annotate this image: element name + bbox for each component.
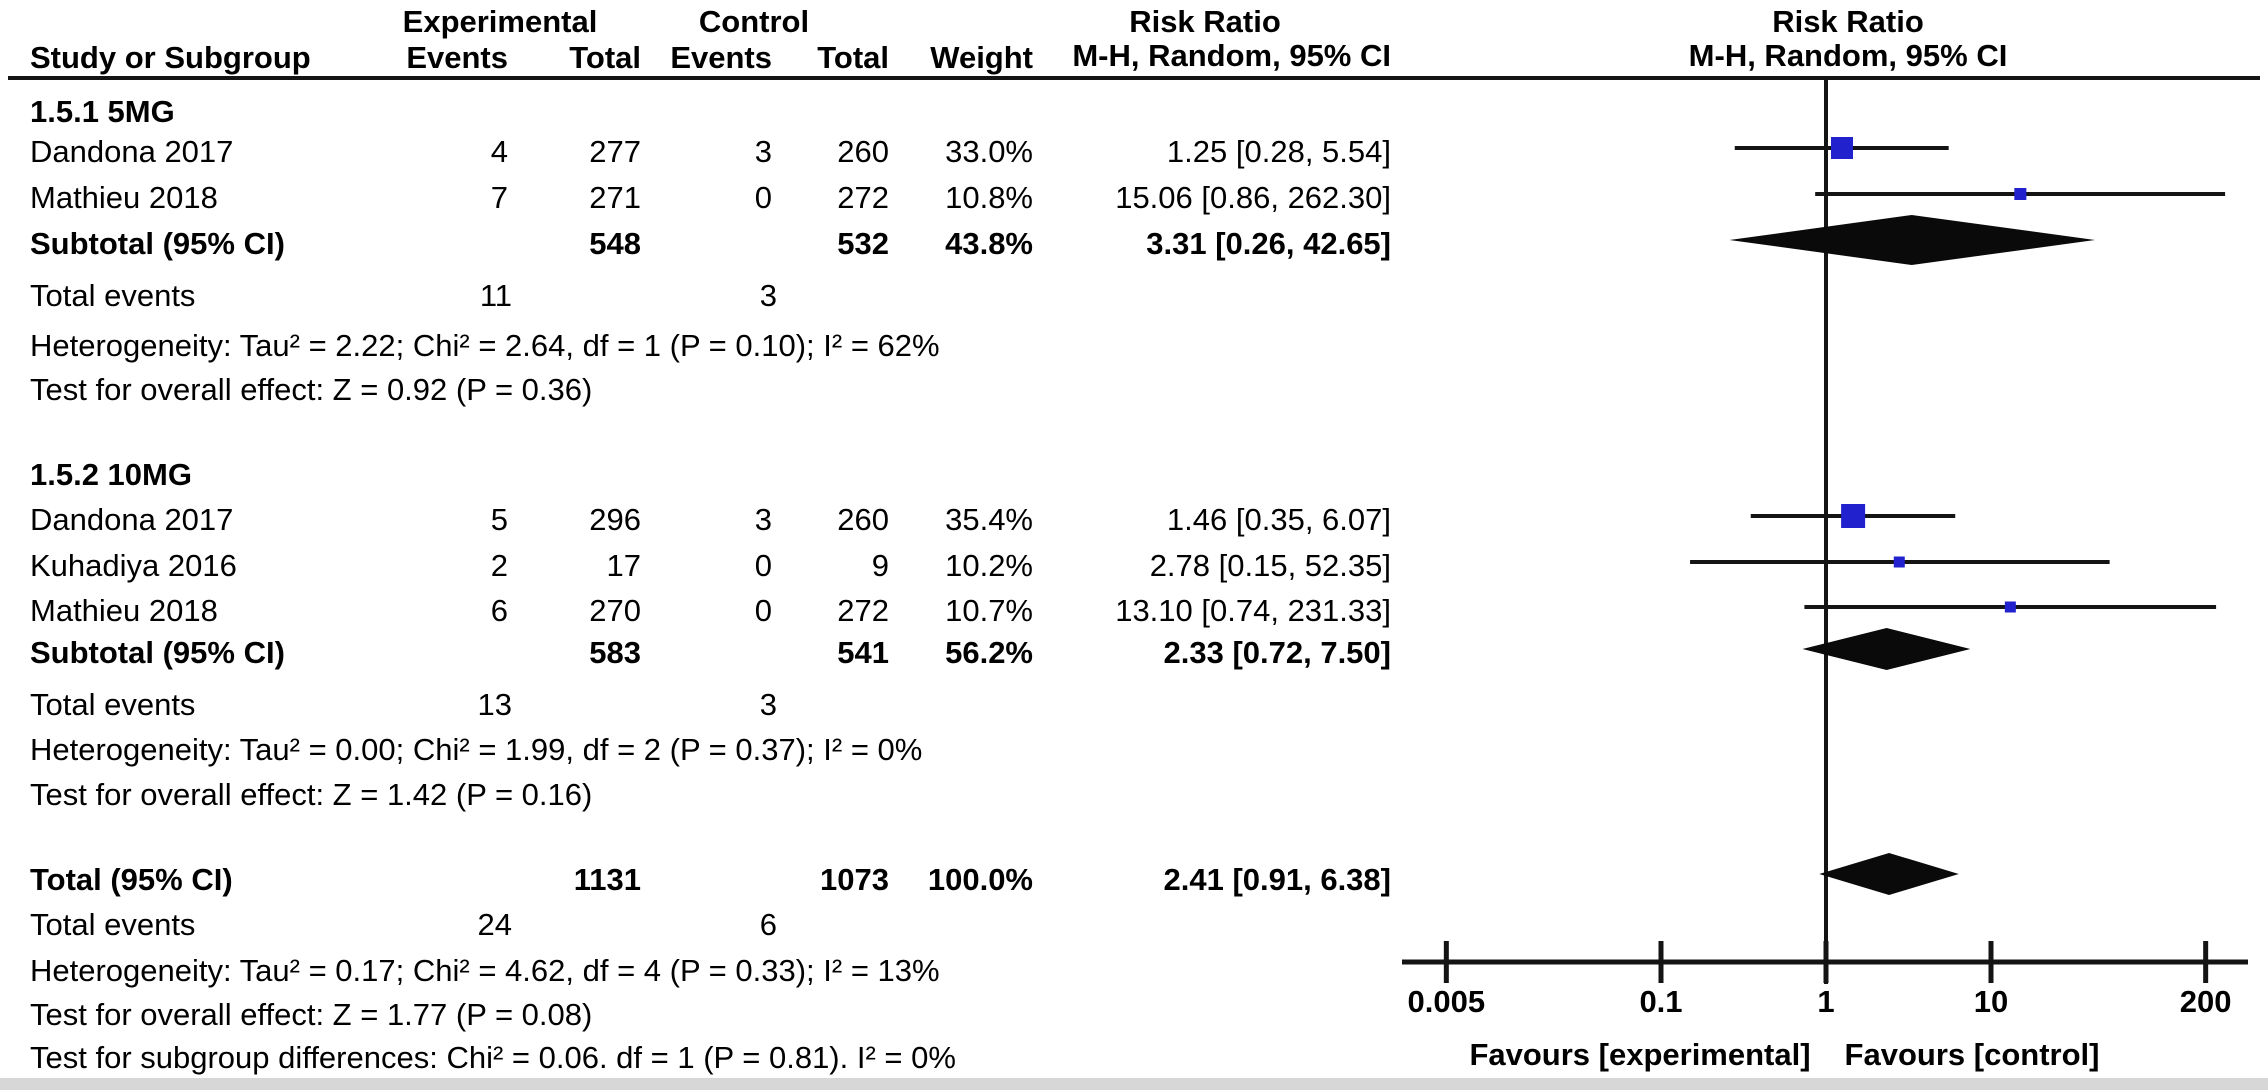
weight: 56.2%: [945, 635, 1033, 670]
ctrl-total: 532: [837, 226, 889, 261]
weight: 35.4%: [945, 502, 1033, 537]
header-control: Control: [698, 4, 810, 39]
heterogeneity-text: Heterogeneity: Tau² = 2.22; Chi² = 2.64, df = 1 (P = 0.10); I² = 62%: [30, 328, 940, 363]
subtotal-diamond: [1729, 215, 2094, 265]
ctrl-total: 1073: [820, 862, 889, 897]
weight: 33.0%: [945, 134, 1033, 169]
ctrl-events: 3: [754, 134, 772, 169]
exp-events: 7: [490, 180, 508, 215]
exp-total: 583: [589, 635, 641, 670]
total-events-ctrl: 6: [759, 907, 777, 942]
exp-total: 296: [589, 502, 641, 537]
bottom-crop-strip: [0, 1078, 2268, 1090]
header-exp-total: Total: [569, 40, 641, 75]
header-risk-ratio-right: Risk Ratio: [1772, 4, 1924, 39]
exp-total: 1131: [573, 862, 641, 897]
header-exp-events: Events: [406, 40, 508, 75]
ci-text: 2.41 [0.91, 6.38]: [1163, 862, 1391, 897]
overall-effect-text: Test for overall effect: Z = 0.92 (P = 0.36): [30, 372, 593, 407]
total-events-ctrl: 3: [759, 687, 777, 722]
total-events-label: Total events: [30, 907, 196, 942]
subgroup-differences-text: Test for subgroup differences: Chi² = 0.06. df = 1 (P = 0.81). I² = 0%: [30, 1040, 956, 1075]
ctrl-events: 3: [754, 502, 772, 537]
study-name: Mathieu 2018: [30, 180, 218, 215]
ctrl-total: 260: [837, 134, 889, 169]
total-events-exp: 13: [477, 687, 512, 722]
axis-tick-label: 0.1: [1639, 984, 1683, 1019]
header-ctrl-total: Total: [817, 40, 889, 75]
ctrl-events: 0: [754, 593, 772, 628]
ctrl-events: 0: [754, 180, 772, 215]
subtotal-label: Subtotal (95% CI): [30, 226, 285, 261]
total-events-ctrl: 3: [759, 278, 777, 313]
subgroup-title: 1.5.1 5MG: [30, 94, 175, 129]
effect-square: [1831, 137, 1853, 159]
heterogeneity-text: Heterogeneity: Tau² = 0.17; Chi² = 4.62, df = 4 (P = 0.33); I² = 13%: [30, 953, 940, 988]
axis-tick-label: 200: [2179, 984, 2232, 1019]
axis-tick-label: 1: [1817, 984, 1835, 1019]
axis-tick-label: 0.005: [1407, 984, 1486, 1019]
weight: 43.8%: [945, 226, 1033, 261]
weight: 10.2%: [945, 548, 1033, 583]
total-events-exp: 11: [479, 278, 512, 313]
header-risk-ratio-left: Risk Ratio: [1129, 4, 1281, 39]
header-ctrl-events: Events: [670, 40, 772, 75]
favours-right-label: Favours [control]: [1844, 1037, 2100, 1072]
effect-square: [2005, 602, 2016, 613]
overall-effect-text: Test for overall effect: Z = 1.77 (P = 0.08): [30, 997, 593, 1032]
ci-text: 2.78 [0.15, 52.35]: [1149, 548, 1391, 583]
subtotal-label: Total (95% CI): [30, 862, 233, 897]
weight: 10.7%: [945, 593, 1033, 628]
favours-left-label: Favours [experimental]: [1469, 1037, 1811, 1072]
header-weight: Weight: [930, 40, 1033, 75]
weight: 10.8%: [945, 180, 1033, 215]
header-experimental: Experimental: [402, 4, 598, 39]
heterogeneity-text: Heterogeneity: Tau² = 0.00; Chi² = 1.99, df = 2 (P = 0.37); I² = 0%: [30, 732, 923, 767]
weight: 100.0%: [927, 862, 1033, 897]
ctrl-total: 272: [837, 180, 889, 215]
ctrl-events: 0: [754, 548, 772, 583]
axis-tick-label: 10: [1973, 984, 2009, 1019]
effect-square: [1841, 504, 1865, 528]
ctrl-total: 9: [871, 548, 889, 583]
exp-events: 2: [490, 548, 508, 583]
ci-text: 2.33 [0.72, 7.50]: [1163, 635, 1391, 670]
ci-text: 3.31 [0.26, 42.65]: [1146, 226, 1391, 261]
header-mh-right: M-H, Random, 95% CI: [1689, 38, 2008, 79]
total-events-label: Total events: [30, 278, 196, 313]
total-events-label: Total events: [30, 687, 196, 722]
subgroup-title: 1.5.2 10MG: [30, 457, 192, 492]
study-name: Mathieu 2018: [30, 593, 218, 628]
ctrl-total: 541: [837, 635, 889, 670]
effect-square: [2014, 188, 2026, 200]
study-name: Dandona 2017: [30, 502, 234, 537]
exp-total: 277: [589, 134, 641, 169]
study-name: Dandona 2017: [30, 134, 234, 169]
header-study: Study or Subgroup: [30, 40, 311, 75]
exp-total: 17: [606, 548, 641, 583]
study-name: Kuhadiya 2016: [30, 548, 237, 583]
exp-events: 6: [490, 593, 508, 628]
total-diamond: [1819, 853, 1959, 895]
exp-total: 548: [589, 226, 641, 261]
ci-text: 1.46 [0.35, 6.07]: [1166, 502, 1391, 537]
overall-effect-text: Test for overall effect: Z = 1.42 (P = 0.16): [30, 777, 593, 812]
effect-square: [1894, 557, 1905, 568]
ci-text: 15.06 [0.86, 262.30]: [1115, 180, 1391, 215]
header-mh-left: M-H, Random, 95% CI: [1072, 38, 1391, 79]
exp-events: 4: [490, 134, 508, 169]
ci-text: 13.10 [0.74, 231.33]: [1115, 593, 1391, 628]
exp-events: 5: [490, 502, 508, 537]
ctrl-total: 260: [837, 502, 889, 537]
total-events-exp: 24: [477, 907, 512, 942]
exp-total: 271: [589, 180, 641, 215]
ci-text: 1.25 [0.28, 5.54]: [1166, 134, 1391, 169]
exp-total: 270: [589, 593, 641, 628]
subtotal-label: Subtotal (95% CI): [30, 635, 285, 670]
ctrl-total: 272: [837, 593, 889, 628]
